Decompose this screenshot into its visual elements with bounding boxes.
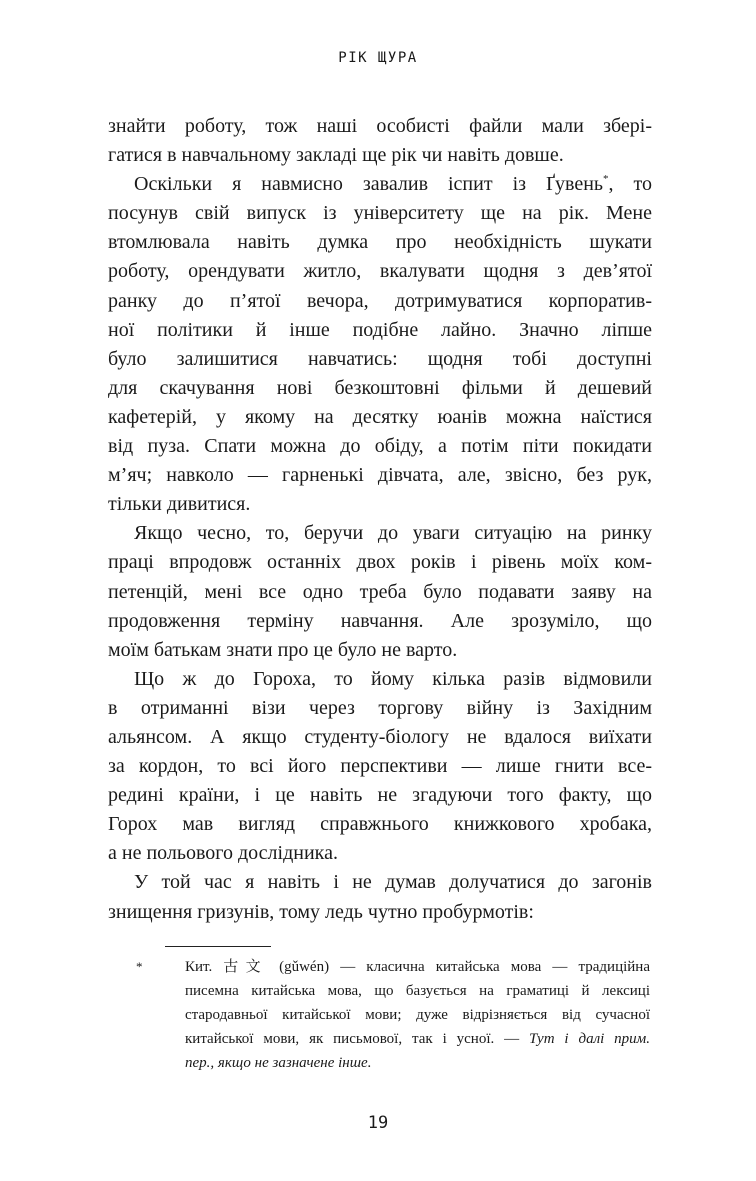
text-line — [108, 868, 652, 897]
text-line — [108, 752, 652, 781]
line-text: Оскільки я навмисно завалив іспит із Ґувень — [134, 173, 604, 196]
footnote-line — [185, 979, 650, 1003]
footnote-line — [185, 1003, 650, 1027]
line-text: тільки дивитися. — [108, 493, 251, 516]
text-line — [108, 607, 652, 636]
footnote-text: Кит. 古文 (gǔwén) — класична китайська мова — традиційна — [185, 959, 650, 975]
text-line — [108, 461, 652, 490]
line-text: втомлювала навіть думка про необхідність шукати — [108, 231, 652, 254]
line-text: У той час я навіть і не думав долучатися до загонів — [134, 871, 652, 894]
page-number: 19 — [367, 1113, 389, 1133]
text-line — [108, 898, 652, 927]
footnote-text: стародавньої китайської мови; дуже відрізняється від сучасної — [185, 1007, 650, 1023]
text-line — [108, 374, 652, 403]
text-line — [108, 403, 652, 432]
line-text: ної політики й інше подібне лайно. Значно ліпше — [108, 318, 652, 341]
text-line — [108, 112, 652, 141]
line-text: для скачування нові безкоштовні фільми й дешевий — [108, 376, 652, 399]
footnote-line — [185, 955, 650, 979]
body-text — [108, 112, 652, 927]
text-line — [108, 287, 652, 316]
footnote — [185, 955, 650, 1075]
footnote-ref: * — [603, 173, 609, 186]
line-text: продовження терміну навчання. Але зрозуміло, що — [108, 609, 652, 632]
line-text: в отриманні візи через торгову війну із Західним — [108, 696, 652, 719]
line-text: м’яч; навколо — гарненькі дівчата, але, звісно, без рук, — [108, 464, 652, 487]
line-text: було залишитися навчатись: щодня тобі доступні — [108, 347, 652, 370]
running-header: РІК ЩУРА — [338, 50, 418, 66]
line-text: Якщо чесно, то, беручи до уваги ситуацію на ринку — [134, 522, 652, 545]
text-line — [108, 490, 652, 519]
text-line — [108, 432, 652, 461]
line-text: кафетерій, у якому на десятку юанів можна наїстися — [108, 405, 652, 428]
line-text: альянсом. А якщо студенту-біологу не вдалося виїхати — [108, 725, 652, 748]
text-line — [108, 723, 652, 752]
footnote-text: китайської мови, як письмової, так і усної. — — [185, 1031, 530, 1047]
line-text: Що ж до Гороха, то йому кілька разів відмовили — [134, 667, 652, 690]
text-line — [108, 345, 652, 374]
text-line — [108, 665, 652, 694]
line-text: роботу, орендувати житло, вкалувати щодня з дев’ятої — [108, 260, 652, 283]
text-line — [108, 781, 652, 810]
line-text: від пуза. Спати можна до обіду, а потім піти покидати — [108, 435, 652, 458]
text-line — [108, 228, 652, 257]
footnote-line — [185, 1051, 650, 1075]
text-line — [108, 199, 652, 228]
line-text: посунув свій випуск із університету ще на рік. Мене — [108, 202, 652, 225]
text-line — [108, 141, 652, 170]
footnote-italic: пер., якщо не зазначене інше. — [185, 1055, 372, 1071]
text-line — [108, 519, 652, 548]
text-line — [108, 810, 652, 839]
footnote-divider — [165, 946, 271, 947]
text-line — [108, 578, 652, 607]
line-text: ранку до п’ятої вечора, дотримуватися корпоратив- — [108, 289, 652, 312]
line-text: за кордон, то всі його перспективи — лише гнити все- — [108, 755, 652, 778]
footnote-line — [185, 1027, 650, 1051]
line-text: гатися в навчальному закладі ще рік чи навіть довше. — [108, 144, 564, 167]
line-text: знайти роботу, тож наші особисті файли мали збері- — [108, 115, 652, 137]
line-text: петенцій, мені все одно треба було подавати заяву на — [108, 580, 652, 603]
text-line — [108, 548, 652, 577]
text-line — [108, 257, 652, 286]
footnote-italic: Тут і далі прим. — [529, 1031, 650, 1047]
line-text: праці впродовж останніх двох років і рівень моїх ком- — [108, 551, 652, 574]
footnote-mark: * — [136, 959, 143, 974]
line-text-tail: , то — [608, 173, 653, 196]
line-text: Горох мав вигляд справжнього книжкового хробака, — [108, 813, 652, 836]
line-text: а не польового дослідника. — [108, 842, 338, 865]
footnote-text: писемна китайська мова, що базується на граматиці й лексиці — [185, 983, 650, 999]
line-text: редині країни, і це навіть не згадуючи того факту, що — [108, 784, 652, 807]
text-line — [108, 316, 652, 345]
text-line — [108, 694, 652, 723]
text-line — [108, 170, 652, 199]
text-line — [108, 839, 652, 868]
line-text: знищення гризунів, тому ледь чутно пробурмотів: — [108, 900, 534, 923]
line-text: моїм батькам знати про це було не варто. — [108, 638, 458, 661]
text-line — [108, 636, 652, 665]
